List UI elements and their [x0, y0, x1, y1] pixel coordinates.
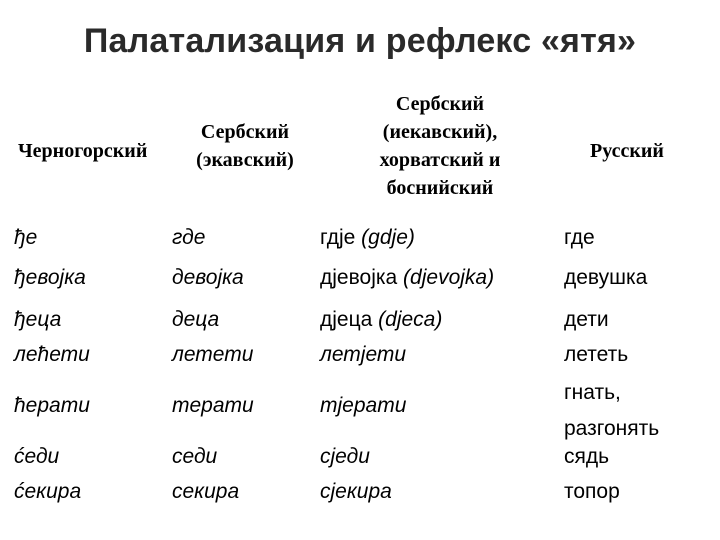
cell-ijekavian — [320, 225, 415, 251]
header-serbian-ijekavian-line3: хорватский и — [379, 149, 501, 171]
cell-ijekavian-cyrillic: дјеца — [320, 308, 373, 331]
cell-ijekavian-latin: (djeca) — [378, 308, 443, 331]
cell-russian: сядь — [564, 445, 610, 468]
cell-ijekavian: сједи — [320, 445, 370, 468]
cell-ijekavian-latin: (gdje) — [361, 226, 415, 249]
cell-russian: лететь — [564, 343, 629, 366]
header-serbian-ekavian-line1: Сербский — [200, 121, 290, 143]
cell-montenegrin: ћерати — [14, 394, 90, 417]
cell-montenegrin: лећети — [14, 343, 90, 366]
cell-ekavian: деца — [172, 308, 220, 331]
cell-montenegrin: ćеди — [14, 445, 60, 468]
cell-ijekavian-latin: (djevojka) — [403, 266, 495, 289]
cell-ekavian: секира — [172, 480, 240, 503]
header-serbian-ijekavian — [350, 90, 530, 202]
cell-ekavian: где — [172, 226, 206, 249]
cell-ekavian: девојка — [172, 266, 244, 289]
cell-ijekavian: тјерати — [320, 394, 407, 417]
cell-montenegrin: ђеца — [14, 308, 62, 331]
cell-russian: девушка — [564, 266, 648, 289]
cell-ekavian: летети — [172, 343, 254, 366]
cell-montenegrin: ђевојка — [14, 266, 86, 289]
header-russian: Русский — [590, 140, 664, 162]
header-serbian-ekavian — [170, 118, 320, 174]
cell-ijekavian — [320, 307, 442, 333]
cell-russian — [564, 375, 659, 447]
cell-ijekavian-cyrillic: гдје — [320, 226, 356, 249]
cell-russian-line1: гнать, — [564, 381, 621, 404]
cell-ijekavian-cyrillic: дјевојка — [320, 266, 398, 289]
header-serbian-ijekavian-line4: боснийский — [386, 177, 494, 199]
cell-montenegrin: ђе — [14, 226, 38, 249]
slide-title: Палатализация и рефлекс «ятя» — [83, 22, 637, 60]
cell-ekavian: терати — [172, 394, 254, 417]
cell-russian: топор — [564, 480, 620, 503]
cell-russian: где — [564, 226, 595, 249]
header-montenegrin: Черногорский — [18, 140, 148, 162]
header-serbian-ekavian-line2: (экавский) — [196, 149, 294, 171]
cell-montenegrin: ćекира — [14, 480, 82, 503]
header-serbian-ijekavian-line1: Сербский — [395, 93, 485, 115]
cell-ijekavian — [320, 265, 494, 291]
cell-ijekavian: сјекира — [320, 480, 392, 503]
header-serbian-ijekavian-line2: (иекавский), — [382, 121, 498, 143]
cell-ijekavian: летјети — [320, 343, 407, 366]
cell-ekavian: седи — [172, 445, 218, 468]
cell-russian: дети — [564, 308, 609, 331]
cell-russian-line2: разгонять — [564, 417, 660, 440]
